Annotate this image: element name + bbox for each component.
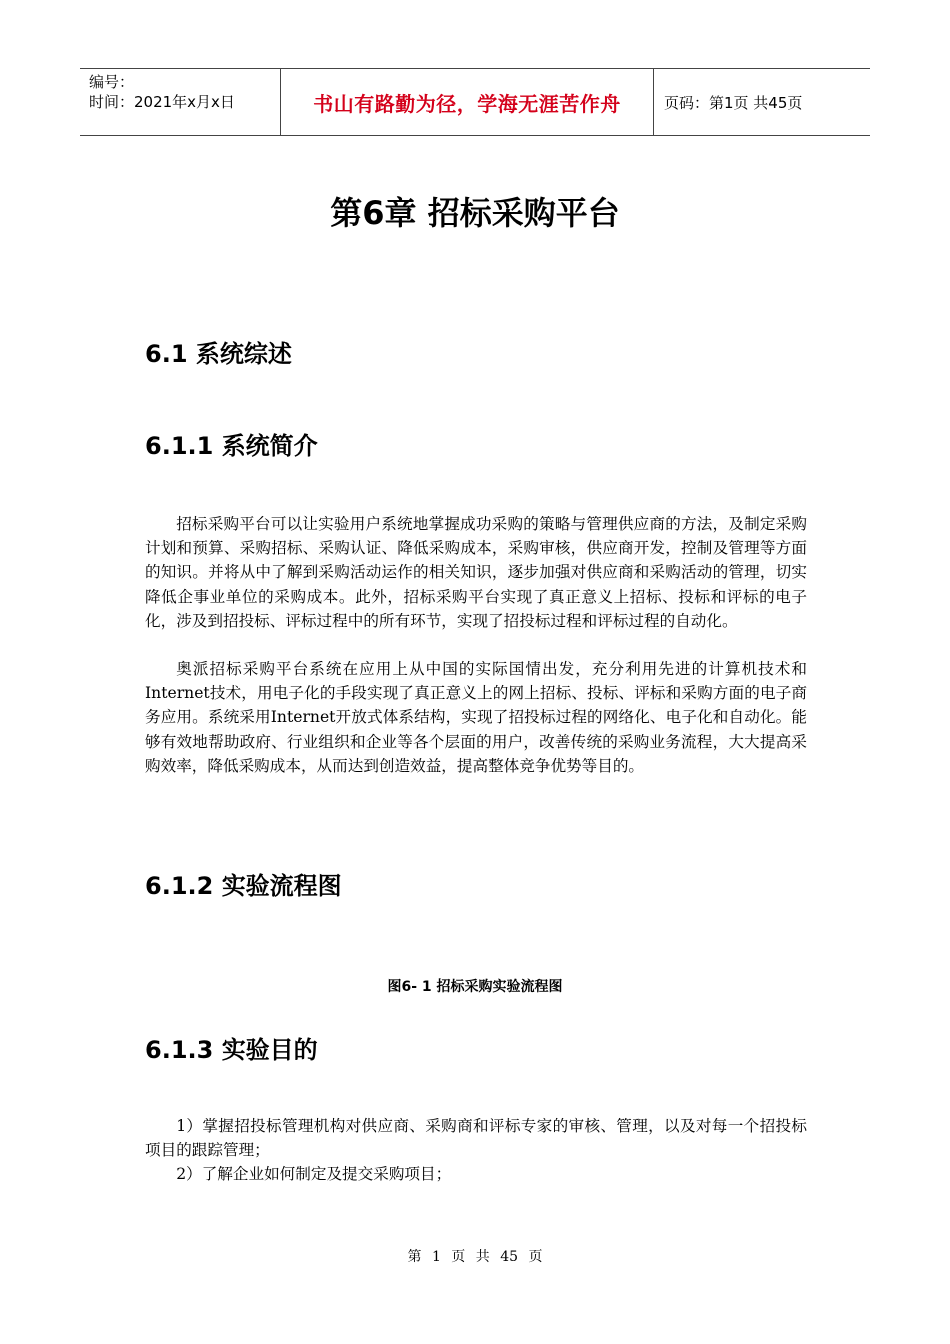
header-motto-cell bbox=[281, 69, 654, 135]
section-heading-6-1-2: 6.1.2 实验流程图 bbox=[145, 872, 342, 900]
intro-paragraph-2: 奥派招标采购平台系统在应用上从中国的实际国情出发，充分利用先进的计算机技术和Internet技术，用电子化的手段实现了真正意义上的网上招标、投标、评标和采购方面的电子商务应用。系统采用Internet开放式体系结构，实现了招投标过程的网络化、电子化和自动化。能够有效地帮助政府、行业组织和企业等各个层面的用户，改善传统的采购业务流程，大大提高采购效率，降低采购成本，从而达到创造效益，提高整体竞争优势等目的。 bbox=[145, 660, 807, 775]
header-left-cell bbox=[80, 69, 281, 135]
header-page-cell bbox=[654, 69, 870, 135]
section-heading-6-1: 6.1 系统综述 bbox=[145, 340, 292, 368]
header-page-info: 页码：第1页 共45页 bbox=[664, 93, 803, 112]
section-heading-6-1-3: 6.1.3 实验目的 bbox=[145, 1036, 318, 1064]
document-number-label: 编号： bbox=[89, 73, 135, 91]
figure-caption: 图6- 1 招标采购实验流程图 bbox=[387, 979, 563, 995]
document-date: 时间：2021年x月x日 bbox=[89, 93, 235, 111]
chapter-title: 第6章 招标采购平台 bbox=[330, 194, 620, 232]
list-item: 1）掌握招投标管理机构对供应商、采购商和评标专家的审核、管理，以及对每一个招投标项目的跟踪管理； bbox=[145, 1117, 807, 1160]
intro-paragraph-1: 招标采购平台可以让实验用户系统地掌握成功采购的策略与管理供应商的方法，及制定采购计划和预算、采购招标、采购认证、降低采购成本，采购审核，供应商开发，控制及管理等方面的知识。并将从中了解到采购活动运作的相关知识，逐步加强对供应商和采购活动的管理，切实降低企事业单位的采购成本。此外，招标采购平台实现了真正意义上招标、投标和评标的电子化，涉及到招投标、评标过程中的所有环节，实现了招投标过程和评标过程的自动化。 bbox=[145, 515, 807, 630]
list-item: 2）了解企业如何制定及提交采购项目； bbox=[176, 1165, 452, 1184]
section-heading-6-1-1: 6.1.1 系统简介 bbox=[145, 432, 318, 460]
page-footer: 第 1 页 共 45 页 bbox=[407, 1249, 543, 1265]
header-motto: 书山有路勤为径，学海无涯苦作舟 bbox=[313, 91, 621, 116]
page-header bbox=[80, 68, 870, 136]
objectives-list bbox=[145, 1114, 807, 1187]
